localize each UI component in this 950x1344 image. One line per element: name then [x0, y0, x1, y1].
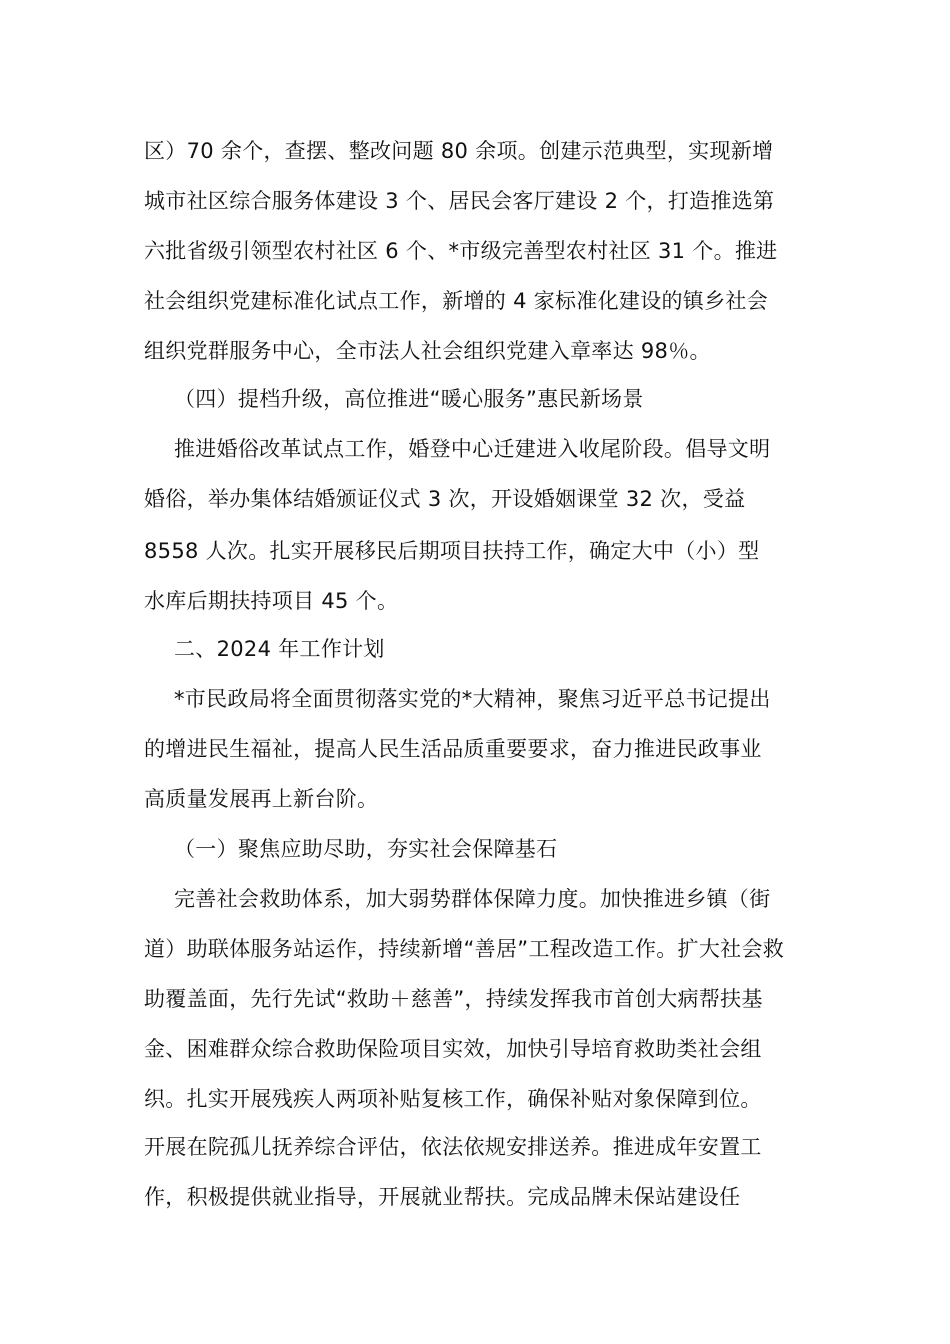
text-line: 婚俗，举办集体结婚颁证仪式 3 次，开设婚姻课堂 32 次，受益 — [144, 487, 746, 511]
text-line: 作，积极提供就业指导，开展就业帮扶。完成品牌未保站建设任 — [144, 1185, 741, 1209]
text-line: 织。扎实开展残疾人两项补贴复核工作，确保补贴对象保障到位。 — [144, 1087, 762, 1111]
text-line: 水库后期扶持项目 45 个。 — [144, 589, 399, 613]
text-line: 高质量发展再上新台阶。 — [144, 787, 379, 811]
text-line: 六批省级引领型农村社区 6 个、*市级完善型农村社区 31 个。推进 — [144, 239, 778, 263]
text-line: 区）70 余个，查摆、整改问题 80 余项。创建示范典型，实现新增 — [144, 139, 774, 163]
text-line: 金、困难群众综合救助保险项目实效，加快引导培育救助类社会组 — [144, 1037, 762, 1061]
text-line: 城市社区综合服务体建设 3 个、居民会客厅建设 2 个，打造推选第 — [144, 189, 775, 213]
section-heading: 二、2024 年工作计划 — [174, 637, 385, 661]
text-line: 社会组织党建标准化试点工作，新增的 4 家标准化建设的镇乡社会 — [144, 289, 769, 313]
text-line: 组织党群服务中心，全市法人社会组织党建入章率达 98％。 — [144, 339, 711, 363]
paragraph-first-line: *市民政局将全面贯彻落实党的*大精神，聚焦习近平总书记提出 — [174, 687, 771, 711]
text-line: 助覆盖面，先行先试“救助＋慈善”，持续发挥我市首创大病帮扶基 — [144, 987, 763, 1011]
text-line: 的增进民生福祉，提高人民生活品质重要要求，奋力推进民政事业 — [144, 737, 762, 761]
text-line: 8558 人次。扎实开展移民后期项目扶持工作，确定大中（小）型 — [144, 539, 760, 563]
text-line: 开展在院孤儿抚养综合评估，依法依规安排送养。推进成年安置工 — [144, 1135, 762, 1159]
section-heading: （一）聚焦应助尽助，夯实社会保障基石 — [174, 837, 558, 861]
text-line: 道）助联体服务站运作，持续新增“善居”工程改造工作。扩大社会救 — [144, 937, 785, 961]
section-heading: （四）提档升级，高位推进“暖心服务”惠民新场景 — [174, 387, 644, 411]
paragraph-first-line: 完善社会救助体系，加大弱势群体保障力度。加快推进乡镇（街 — [174, 887, 771, 911]
paragraph-first-line: 推进婚俗改革试点工作，婚登中心迁建进入收尾阶段。倡导文明 — [174, 437, 771, 461]
